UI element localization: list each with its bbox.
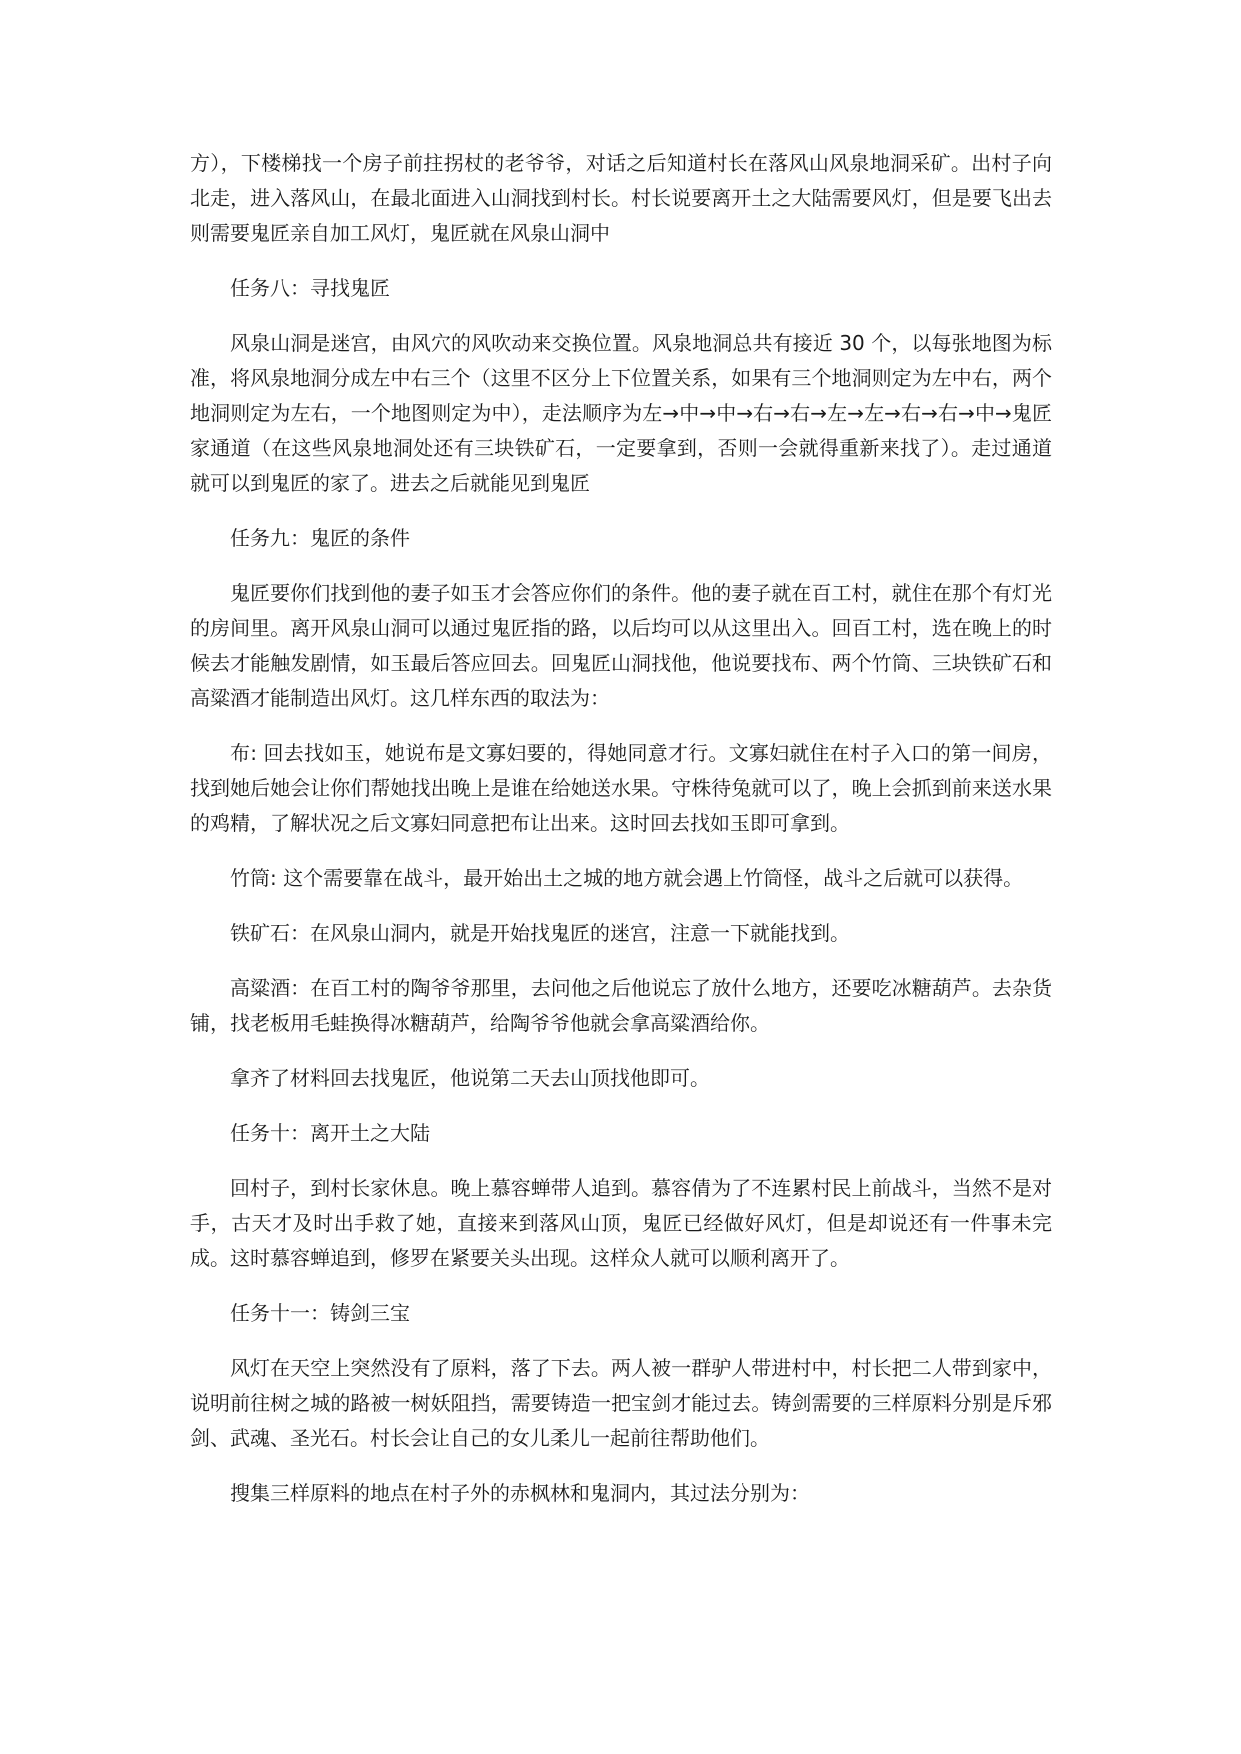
section-heading: 任务八：寻找鬼匠: [230, 276, 390, 300]
paragraph: 风灯在天空上突然没有了原料，落了下去。两人被一群驴人带进村中，村长把二人带到家中，说明前往树之城的路被一树妖阻挡，需要铸造一把宝剑才能过去。铸剑需要的三样原料分别是斥邪剑、武魂、圣光石。村长会让自己的女儿柔儿一起前往帮助他们。: [190, 1356, 1052, 1450]
paragraph: 鬼匠要你们找到他的妻子如玉才会答应你们的条件。他的妻子就在百工村，就住在那个有灯光的房间里。离开风泉山洞可以通过鬼匠指的路，以后均可以从这里出入。回百工村，选在晚上的时候去才能触发剧情，如玉最后答应回去。回鬼匠山洞找他，他说要找布、两个竹筒、三块铁矿石和高粱酒才能制造出风灯。这几样东西的取法为：: [190, 581, 1052, 710]
paragraph: 搜集三样原料的地点在村子外的赤枫林和鬼洞内，其过法分别为：: [230, 1481, 810, 1505]
paragraph: 高粱酒：在百工村的陶爷爷那里，去问他之后他说忘了放什么地方，还要吃冰糖葫芦。去杂货铺，找老板用毛蛙换得冰糖葫芦，给陶爷爷他就会拿高粱酒给你。: [190, 976, 1052, 1035]
paragraph: 方），下楼梯找一个房子前拄拐杖的老爷爷，对话之后知道村长在落风山风泉地洞采矿。出村子向北走，进入落风山，在最北面进入山洞找到村长。村长说要离开土之大陆需要风灯，但是要飞出去则需要鬼匠亲自加工风灯，鬼匠就在风泉山洞中: [190, 151, 1052, 245]
paragraph: 拿齐了材料回去找鬼匠，他说第二天去山顶找他即可。: [230, 1066, 710, 1090]
paragraph: 布: 回去找如玉，她说布是文寡妇要的，得她同意才行。文寡妇就住在村子入口的第一间房，找到她后她会让你们帮她找出晚上是谁在给她送水果。守株待兔就可以了，晚上会抓到前来送水果的鸡精，了解状况之后文寡妇同意把布让出来。这时回去找如玉即可拿到。: [190, 741, 1052, 835]
section-heading: 任务九：鬼匠的条件: [230, 526, 410, 550]
document-page: [190, 146, 1052, 1531]
section-heading: 任务十：离开土之大陆: [230, 1121, 430, 1145]
paragraph: 竹筒: 这个需要靠在战斗，最开始出土之城的地方就会遇上竹筒怪，战斗之后就可以获得。: [230, 866, 1024, 890]
paragraph: 风泉山洞是迷宫，由风穴的风吹动来交换位置。风泉地洞总共有接近 30 个，以每张地图为标准，将风泉地洞分成左中右三个（这里不区分上下位置关系，如果有三个地洞则定为左中右，两个地洞则定为左右，一个地图则定为中），走法顺序为左→中→中→右→右→左→左→右→右→中→鬼匠家通道（在这些风泉地洞处还有三块铁矿石，一定要拿到，否则一会就得重新来找了）。走过通道就可以到鬼匠的家了。进去之后就能见到鬼匠: [190, 331, 1052, 495]
paragraph: 铁矿石：在风泉山洞内，就是开始找鬼匠的迷宫，注意一下就能找到。: [230, 921, 850, 945]
paragraph: 回村子，到村长家休息。晚上慕容蝉带人追到。慕容倩为了不连累村民上前战斗，当然不是对手，古天才及时出手救了她，直接来到落风山顶，鬼匠已经做好风灯，但是却说还有一件事未完成。这时慕容蝉追到，修罗在紧要关头出现。这样众人就可以顺利离开了。: [190, 1176, 1052, 1270]
section-heading: 任务十一：铸剑三宝: [230, 1301, 410, 1325]
